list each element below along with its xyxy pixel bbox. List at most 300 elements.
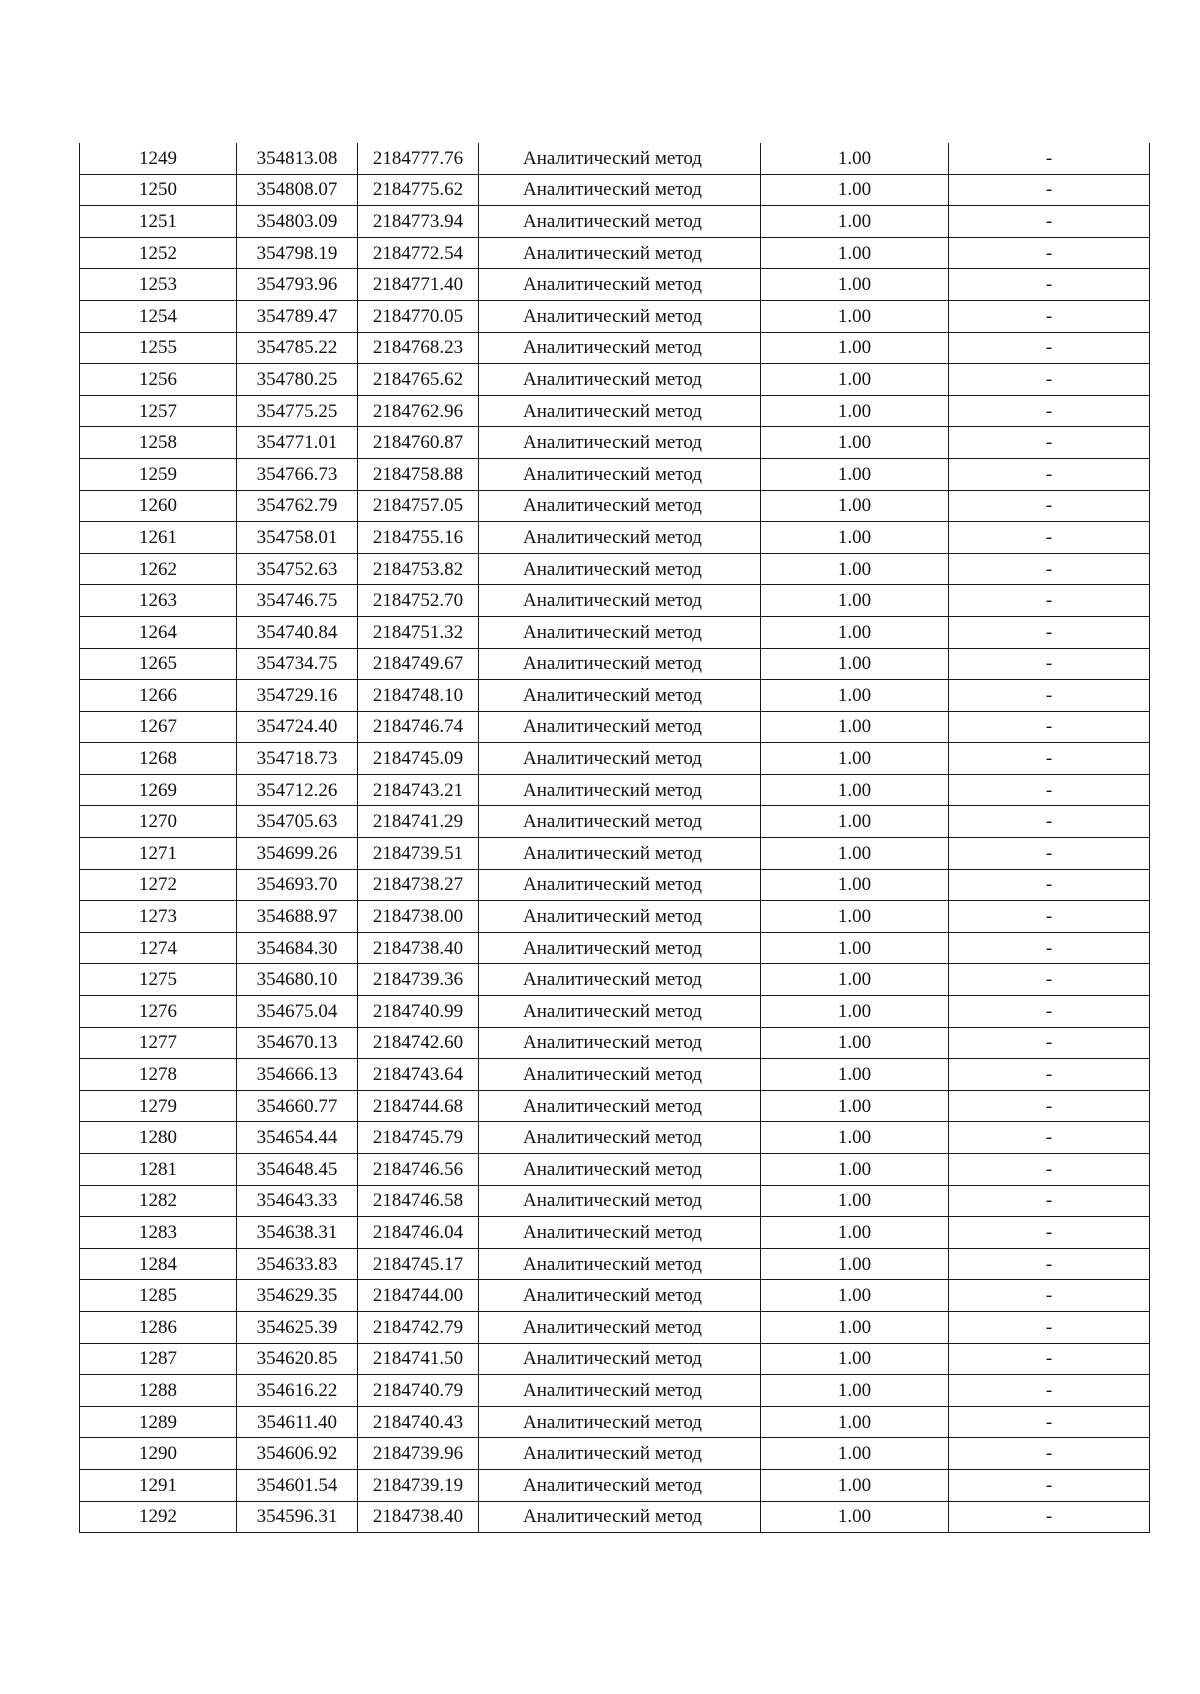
point-number-cell: 1281 bbox=[80, 1154, 237, 1186]
table-row bbox=[80, 964, 1150, 996]
method-cell: Аналитический метод bbox=[479, 1217, 761, 1249]
point-number-cell: 1266 bbox=[80, 680, 237, 712]
accuracy-cell: 1.00 bbox=[761, 1154, 949, 1186]
point-number-cell: 1276 bbox=[80, 996, 237, 1028]
y-coordinate-cell: 2184742.79 bbox=[358, 1311, 479, 1343]
coordinates-table bbox=[79, 143, 1150, 1533]
point-number-cell: 1253 bbox=[80, 269, 237, 301]
description-cell: - bbox=[949, 932, 1150, 964]
table-row bbox=[80, 1154, 1150, 1186]
table-row bbox=[80, 680, 1150, 712]
x-coordinate-cell: 354660.77 bbox=[237, 1090, 358, 1122]
table-row bbox=[80, 838, 1150, 870]
y-coordinate-cell: 2184746.74 bbox=[358, 711, 479, 743]
method-cell: Аналитический метод bbox=[479, 901, 761, 933]
accuracy-cell: 1.00 bbox=[761, 553, 949, 585]
x-coordinate-cell: 354670.13 bbox=[237, 1027, 358, 1059]
description-cell: - bbox=[949, 1248, 1150, 1280]
table-row bbox=[80, 332, 1150, 364]
y-coordinate-cell: 2184770.05 bbox=[358, 300, 479, 332]
description-cell: - bbox=[949, 206, 1150, 238]
accuracy-cell: 1.00 bbox=[761, 743, 949, 775]
description-cell: - bbox=[949, 711, 1150, 743]
y-coordinate-cell: 2184743.21 bbox=[358, 774, 479, 806]
x-coordinate-cell: 354712.26 bbox=[237, 774, 358, 806]
accuracy-cell: 1.00 bbox=[761, 806, 949, 838]
method-cell: Аналитический метод bbox=[479, 143, 761, 174]
description-cell: - bbox=[949, 1217, 1150, 1249]
method-cell: Аналитический метод bbox=[479, 680, 761, 712]
table-row bbox=[80, 174, 1150, 206]
table-row bbox=[80, 1027, 1150, 1059]
point-number-cell: 1269 bbox=[80, 774, 237, 806]
accuracy-cell: 1.00 bbox=[761, 1343, 949, 1375]
point-number-cell: 1292 bbox=[80, 1501, 237, 1533]
accuracy-cell: 1.00 bbox=[761, 364, 949, 396]
point-number-cell: 1273 bbox=[80, 901, 237, 933]
y-coordinate-cell: 2184740.43 bbox=[358, 1406, 479, 1438]
description-cell: - bbox=[949, 585, 1150, 617]
accuracy-cell: 1.00 bbox=[761, 427, 949, 459]
accuracy-cell: 1.00 bbox=[761, 1122, 949, 1154]
accuracy-cell: 1.00 bbox=[761, 1217, 949, 1249]
point-number-cell: 1255 bbox=[80, 332, 237, 364]
method-cell: Аналитический метод bbox=[479, 395, 761, 427]
x-coordinate-cell: 354688.97 bbox=[237, 901, 358, 933]
x-coordinate-cell: 354638.31 bbox=[237, 1217, 358, 1249]
accuracy-cell: 1.00 bbox=[761, 996, 949, 1028]
accuracy-cell: 1.00 bbox=[761, 1469, 949, 1501]
description-cell: - bbox=[949, 1406, 1150, 1438]
x-coordinate-cell: 354601.54 bbox=[237, 1469, 358, 1501]
table-row bbox=[80, 1217, 1150, 1249]
point-number-cell: 1254 bbox=[80, 300, 237, 332]
accuracy-cell: 1.00 bbox=[761, 616, 949, 648]
x-coordinate-cell: 354740.84 bbox=[237, 616, 358, 648]
x-coordinate-cell: 354666.13 bbox=[237, 1059, 358, 1091]
accuracy-cell: 1.00 bbox=[761, 1280, 949, 1312]
y-coordinate-cell: 2184738.40 bbox=[358, 932, 479, 964]
x-coordinate-cell: 354654.44 bbox=[237, 1122, 358, 1154]
point-number-cell: 1257 bbox=[80, 395, 237, 427]
y-coordinate-cell: 2184738.27 bbox=[358, 869, 479, 901]
point-number-cell: 1251 bbox=[80, 206, 237, 238]
point-number-cell: 1275 bbox=[80, 964, 237, 996]
method-cell: Аналитический метод bbox=[479, 1122, 761, 1154]
description-cell: - bbox=[949, 1438, 1150, 1470]
accuracy-cell: 1.00 bbox=[761, 680, 949, 712]
x-coordinate-cell: 354729.16 bbox=[237, 680, 358, 712]
accuracy-cell: 1.00 bbox=[761, 1090, 949, 1122]
method-cell: Аналитический метод bbox=[479, 1027, 761, 1059]
x-coordinate-cell: 354675.04 bbox=[237, 996, 358, 1028]
table-row bbox=[80, 427, 1150, 459]
y-coordinate-cell: 2184765.62 bbox=[358, 364, 479, 396]
point-number-cell: 1262 bbox=[80, 553, 237, 585]
accuracy-cell: 1.00 bbox=[761, 1438, 949, 1470]
method-cell: Аналитический метод bbox=[479, 237, 761, 269]
table-row bbox=[80, 1343, 1150, 1375]
method-cell: Аналитический метод bbox=[479, 1438, 761, 1470]
method-cell: Аналитический метод bbox=[479, 490, 761, 522]
method-cell: Аналитический метод bbox=[479, 1280, 761, 1312]
method-cell: Аналитический метод bbox=[479, 616, 761, 648]
description-cell: - bbox=[949, 143, 1150, 174]
point-number-cell: 1265 bbox=[80, 648, 237, 680]
description-cell: - bbox=[949, 174, 1150, 206]
description-cell: - bbox=[949, 490, 1150, 522]
accuracy-cell: 1.00 bbox=[761, 174, 949, 206]
point-number-cell: 1279 bbox=[80, 1090, 237, 1122]
accuracy-cell: 1.00 bbox=[761, 1248, 949, 1280]
description-cell: - bbox=[949, 1311, 1150, 1343]
accuracy-cell: 1.00 bbox=[761, 206, 949, 238]
method-cell: Аналитический метод bbox=[479, 806, 761, 838]
table-row bbox=[80, 143, 1150, 174]
accuracy-cell: 1.00 bbox=[761, 711, 949, 743]
table-row bbox=[80, 269, 1150, 301]
table-row bbox=[80, 1185, 1150, 1217]
y-coordinate-cell: 2184745.79 bbox=[358, 1122, 479, 1154]
point-number-cell: 1289 bbox=[80, 1406, 237, 1438]
description-cell: - bbox=[949, 364, 1150, 396]
table-row bbox=[80, 1311, 1150, 1343]
description-cell: - bbox=[949, 1343, 1150, 1375]
x-coordinate-cell: 354633.83 bbox=[237, 1248, 358, 1280]
description-cell: - bbox=[949, 332, 1150, 364]
table-row bbox=[80, 616, 1150, 648]
y-coordinate-cell: 2184773.94 bbox=[358, 206, 479, 238]
method-cell: Аналитический метод bbox=[479, 206, 761, 238]
method-cell: Аналитический метод bbox=[479, 1406, 761, 1438]
point-number-cell: 1278 bbox=[80, 1059, 237, 1091]
x-coordinate-cell: 354746.75 bbox=[237, 585, 358, 617]
point-number-cell: 1288 bbox=[80, 1375, 237, 1407]
table-row bbox=[80, 1438, 1150, 1470]
x-coordinate-cell: 354803.09 bbox=[237, 206, 358, 238]
description-cell: - bbox=[949, 838, 1150, 870]
x-coordinate-cell: 354766.73 bbox=[237, 458, 358, 490]
x-coordinate-cell: 354596.31 bbox=[237, 1501, 358, 1533]
accuracy-cell: 1.00 bbox=[761, 522, 949, 554]
x-coordinate-cell: 354813.08 bbox=[237, 143, 358, 174]
method-cell: Аналитический метод bbox=[479, 1469, 761, 1501]
accuracy-cell: 1.00 bbox=[761, 1501, 949, 1533]
y-coordinate-cell: 2184738.40 bbox=[358, 1501, 479, 1533]
accuracy-cell: 1.00 bbox=[761, 1311, 949, 1343]
y-coordinate-cell: 2184748.10 bbox=[358, 680, 479, 712]
x-coordinate-cell: 354684.30 bbox=[237, 932, 358, 964]
method-cell: Аналитический метод bbox=[479, 1343, 761, 1375]
accuracy-cell: 1.00 bbox=[761, 332, 949, 364]
y-coordinate-cell: 2184741.29 bbox=[358, 806, 479, 838]
x-coordinate-cell: 354752.63 bbox=[237, 553, 358, 585]
x-coordinate-cell: 354643.33 bbox=[237, 1185, 358, 1217]
point-number-cell: 1271 bbox=[80, 838, 237, 870]
method-cell: Аналитический метод bbox=[479, 522, 761, 554]
x-coordinate-cell: 354693.70 bbox=[237, 869, 358, 901]
table-row bbox=[80, 522, 1150, 554]
table-row bbox=[80, 364, 1150, 396]
accuracy-cell: 1.00 bbox=[761, 964, 949, 996]
table-row bbox=[80, 932, 1150, 964]
table-row bbox=[80, 648, 1150, 680]
x-coordinate-cell: 354606.92 bbox=[237, 1438, 358, 1470]
table-row bbox=[80, 300, 1150, 332]
y-coordinate-cell: 2184775.62 bbox=[358, 174, 479, 206]
y-coordinate-cell: 2184739.96 bbox=[358, 1438, 479, 1470]
point-number-cell: 1291 bbox=[80, 1469, 237, 1501]
description-cell: - bbox=[949, 616, 1150, 648]
description-cell: - bbox=[949, 1154, 1150, 1186]
accuracy-cell: 1.00 bbox=[761, 1406, 949, 1438]
point-number-cell: 1282 bbox=[80, 1185, 237, 1217]
description-cell: - bbox=[949, 1027, 1150, 1059]
point-number-cell: 1263 bbox=[80, 585, 237, 617]
y-coordinate-cell: 2184746.56 bbox=[358, 1154, 479, 1186]
description-cell: - bbox=[949, 1469, 1150, 1501]
method-cell: Аналитический метод bbox=[479, 648, 761, 680]
description-cell: - bbox=[949, 458, 1150, 490]
x-coordinate-cell: 354620.85 bbox=[237, 1343, 358, 1375]
y-coordinate-cell: 2184739.51 bbox=[358, 838, 479, 870]
x-coordinate-cell: 354775.25 bbox=[237, 395, 358, 427]
table-row bbox=[80, 711, 1150, 743]
description-cell: - bbox=[949, 1059, 1150, 1091]
y-coordinate-cell: 2184746.58 bbox=[358, 1185, 479, 1217]
x-coordinate-cell: 354718.73 bbox=[237, 743, 358, 775]
description-cell: - bbox=[949, 774, 1150, 806]
x-coordinate-cell: 354705.63 bbox=[237, 806, 358, 838]
point-number-cell: 1277 bbox=[80, 1027, 237, 1059]
x-coordinate-cell: 354699.26 bbox=[237, 838, 358, 870]
table-row bbox=[80, 1375, 1150, 1407]
description-cell: - bbox=[949, 1122, 1150, 1154]
description-cell: - bbox=[949, 1501, 1150, 1533]
method-cell: Аналитический метод bbox=[479, 553, 761, 585]
y-coordinate-cell: 2184753.82 bbox=[358, 553, 479, 585]
accuracy-cell: 1.00 bbox=[761, 1027, 949, 1059]
y-coordinate-cell: 2184743.64 bbox=[358, 1059, 479, 1091]
y-coordinate-cell: 2184738.00 bbox=[358, 901, 479, 933]
point-number-cell: 1256 bbox=[80, 364, 237, 396]
method-cell: Аналитический метод bbox=[479, 774, 761, 806]
table-row bbox=[80, 1280, 1150, 1312]
y-coordinate-cell: 2184772.54 bbox=[358, 237, 479, 269]
description-cell: - bbox=[949, 648, 1150, 680]
y-coordinate-cell: 2184745.09 bbox=[358, 743, 479, 775]
point-number-cell: 1267 bbox=[80, 711, 237, 743]
x-coordinate-cell: 354648.45 bbox=[237, 1154, 358, 1186]
x-coordinate-cell: 354785.22 bbox=[237, 332, 358, 364]
y-coordinate-cell: 2184744.00 bbox=[358, 1280, 479, 1312]
y-coordinate-cell: 2184740.79 bbox=[358, 1375, 479, 1407]
accuracy-cell: 1.00 bbox=[761, 300, 949, 332]
description-cell: - bbox=[949, 901, 1150, 933]
y-coordinate-cell: 2184741.50 bbox=[358, 1343, 479, 1375]
accuracy-cell: 1.00 bbox=[761, 490, 949, 522]
description-cell: - bbox=[949, 395, 1150, 427]
y-coordinate-cell: 2184749.67 bbox=[358, 648, 479, 680]
table-row bbox=[80, 490, 1150, 522]
x-coordinate-cell: 354629.35 bbox=[237, 1280, 358, 1312]
x-coordinate-cell: 354758.01 bbox=[237, 522, 358, 554]
table-row bbox=[80, 1090, 1150, 1122]
description-cell: - bbox=[949, 1375, 1150, 1407]
table-row bbox=[80, 1406, 1150, 1438]
y-coordinate-cell: 2184768.23 bbox=[358, 332, 479, 364]
description-cell: - bbox=[949, 1090, 1150, 1122]
x-coordinate-cell: 354771.01 bbox=[237, 427, 358, 459]
point-number-cell: 1285 bbox=[80, 1280, 237, 1312]
accuracy-cell: 1.00 bbox=[761, 1375, 949, 1407]
y-coordinate-cell: 2184777.76 bbox=[358, 143, 479, 174]
accuracy-cell: 1.00 bbox=[761, 838, 949, 870]
method-cell: Аналитический метод bbox=[479, 869, 761, 901]
table-row bbox=[80, 869, 1150, 901]
method-cell: Аналитический метод bbox=[479, 1501, 761, 1533]
x-coordinate-cell: 354762.79 bbox=[237, 490, 358, 522]
point-number-cell: 1283 bbox=[80, 1217, 237, 1249]
accuracy-cell: 1.00 bbox=[761, 395, 949, 427]
point-number-cell: 1274 bbox=[80, 932, 237, 964]
y-coordinate-cell: 2184771.40 bbox=[358, 269, 479, 301]
table-row bbox=[80, 901, 1150, 933]
accuracy-cell: 1.00 bbox=[761, 1185, 949, 1217]
accuracy-cell: 1.00 bbox=[761, 869, 949, 901]
x-coordinate-cell: 354798.19 bbox=[237, 237, 358, 269]
table-row bbox=[80, 206, 1150, 238]
method-cell: Аналитический метод bbox=[479, 1154, 761, 1186]
method-cell: Аналитический метод bbox=[479, 1090, 761, 1122]
table-row bbox=[80, 395, 1150, 427]
method-cell: Аналитический метод bbox=[479, 174, 761, 206]
y-coordinate-cell: 2184744.68 bbox=[358, 1090, 479, 1122]
table-row bbox=[80, 1059, 1150, 1091]
table-row bbox=[80, 996, 1150, 1028]
y-coordinate-cell: 2184751.32 bbox=[358, 616, 479, 648]
accuracy-cell: 1.00 bbox=[761, 143, 949, 174]
point-number-cell: 1272 bbox=[80, 869, 237, 901]
description-cell: - bbox=[949, 996, 1150, 1028]
table-row bbox=[80, 774, 1150, 806]
point-number-cell: 1270 bbox=[80, 806, 237, 838]
table-row bbox=[80, 585, 1150, 617]
table-row bbox=[80, 553, 1150, 585]
table-row bbox=[80, 743, 1150, 775]
x-coordinate-cell: 354611.40 bbox=[237, 1406, 358, 1438]
point-number-cell: 1264 bbox=[80, 616, 237, 648]
table-row bbox=[80, 1469, 1150, 1501]
point-number-cell: 1287 bbox=[80, 1343, 237, 1375]
method-cell: Аналитический метод bbox=[479, 1059, 761, 1091]
accuracy-cell: 1.00 bbox=[761, 774, 949, 806]
method-cell: Аналитический метод bbox=[479, 364, 761, 396]
accuracy-cell: 1.00 bbox=[761, 458, 949, 490]
accuracy-cell: 1.00 bbox=[761, 901, 949, 933]
point-number-cell: 1268 bbox=[80, 743, 237, 775]
description-cell: - bbox=[949, 522, 1150, 554]
point-number-cell: 1252 bbox=[80, 237, 237, 269]
method-cell: Аналитический метод bbox=[479, 743, 761, 775]
table-row bbox=[80, 1122, 1150, 1154]
accuracy-cell: 1.00 bbox=[761, 585, 949, 617]
point-number-cell: 1290 bbox=[80, 1438, 237, 1470]
x-coordinate-cell: 354793.96 bbox=[237, 269, 358, 301]
x-coordinate-cell: 354625.39 bbox=[237, 1311, 358, 1343]
method-cell: Аналитический метод bbox=[479, 1311, 761, 1343]
accuracy-cell: 1.00 bbox=[761, 269, 949, 301]
method-cell: Аналитический метод bbox=[479, 1185, 761, 1217]
method-cell: Аналитический метод bbox=[479, 427, 761, 459]
method-cell: Аналитический метод bbox=[479, 932, 761, 964]
y-coordinate-cell: 2184762.96 bbox=[358, 395, 479, 427]
x-coordinate-cell: 354616.22 bbox=[237, 1375, 358, 1407]
method-cell: Аналитический метод bbox=[479, 1375, 761, 1407]
method-cell: Аналитический метод bbox=[479, 1248, 761, 1280]
description-cell: - bbox=[949, 1185, 1150, 1217]
accuracy-cell: 1.00 bbox=[761, 1059, 949, 1091]
description-cell: - bbox=[949, 237, 1150, 269]
y-coordinate-cell: 2184760.87 bbox=[358, 427, 479, 459]
accuracy-cell: 1.00 bbox=[761, 237, 949, 269]
accuracy-cell: 1.00 bbox=[761, 648, 949, 680]
point-number-cell: 1261 bbox=[80, 522, 237, 554]
method-cell: Аналитический метод bbox=[479, 585, 761, 617]
y-coordinate-cell: 2184745.17 bbox=[358, 1248, 479, 1280]
description-cell: - bbox=[949, 680, 1150, 712]
table-row bbox=[80, 458, 1150, 490]
description-cell: - bbox=[949, 427, 1150, 459]
accuracy-cell: 1.00 bbox=[761, 932, 949, 964]
x-coordinate-cell: 354680.10 bbox=[237, 964, 358, 996]
description-cell: - bbox=[949, 1280, 1150, 1312]
y-coordinate-cell: 2184757.05 bbox=[358, 490, 479, 522]
method-cell: Аналитический метод bbox=[479, 269, 761, 301]
y-coordinate-cell: 2184742.60 bbox=[358, 1027, 479, 1059]
x-coordinate-cell: 354780.25 bbox=[237, 364, 358, 396]
y-coordinate-cell: 2184746.04 bbox=[358, 1217, 479, 1249]
description-cell: - bbox=[949, 806, 1150, 838]
y-coordinate-cell: 2184755.16 bbox=[358, 522, 479, 554]
y-coordinate-cell: 2184752.70 bbox=[358, 585, 479, 617]
description-cell: - bbox=[949, 269, 1150, 301]
point-number-cell: 1280 bbox=[80, 1122, 237, 1154]
x-coordinate-cell: 354724.40 bbox=[237, 711, 358, 743]
method-cell: Аналитический метод bbox=[479, 300, 761, 332]
point-number-cell: 1260 bbox=[80, 490, 237, 522]
method-cell: Аналитический метод bbox=[479, 996, 761, 1028]
point-number-cell: 1284 bbox=[80, 1248, 237, 1280]
y-coordinate-cell: 2184758.88 bbox=[358, 458, 479, 490]
x-coordinate-cell: 354808.07 bbox=[237, 174, 358, 206]
description-cell: - bbox=[949, 869, 1150, 901]
method-cell: Аналитический метод bbox=[479, 838, 761, 870]
description-cell: - bbox=[949, 743, 1150, 775]
method-cell: Аналитический метод bbox=[479, 964, 761, 996]
x-coordinate-cell: 354734.75 bbox=[237, 648, 358, 680]
x-coordinate-cell: 354789.47 bbox=[237, 300, 358, 332]
table-row bbox=[80, 806, 1150, 838]
description-cell: - bbox=[949, 964, 1150, 996]
point-number-cell: 1286 bbox=[80, 1311, 237, 1343]
table-row bbox=[80, 1501, 1150, 1533]
y-coordinate-cell: 2184739.36 bbox=[358, 964, 479, 996]
method-cell: Аналитический метод bbox=[479, 332, 761, 364]
y-coordinate-cell: 2184740.99 bbox=[358, 996, 479, 1028]
table-row bbox=[80, 237, 1150, 269]
point-number-cell: 1258 bbox=[80, 427, 237, 459]
